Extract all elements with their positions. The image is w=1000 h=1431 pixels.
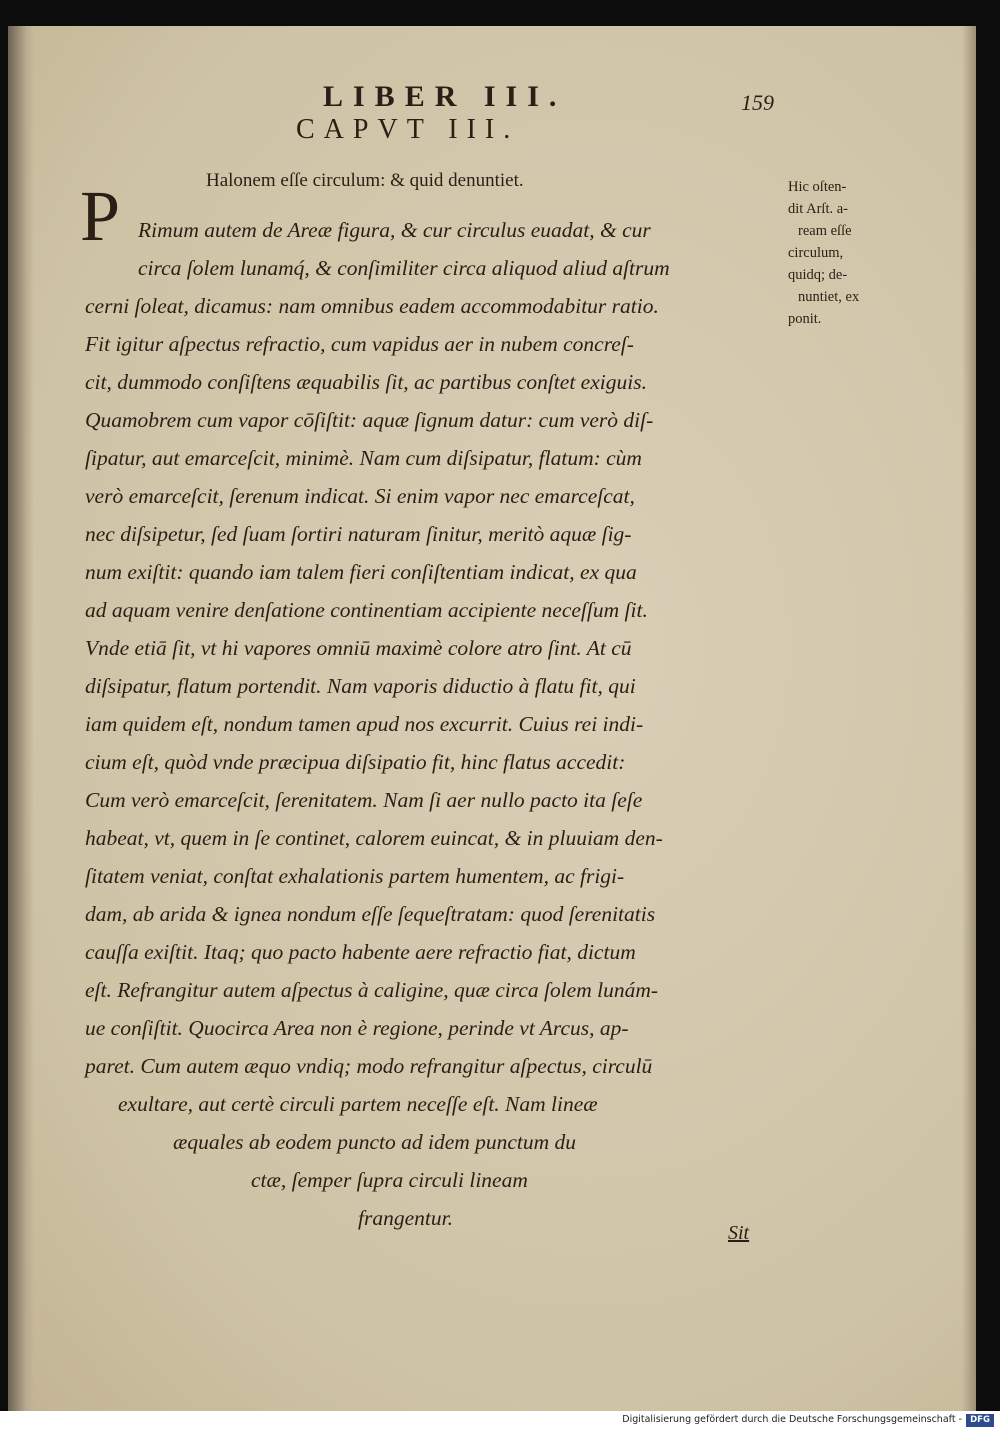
text-line: ſitatem veniat, conſtat exhalationis partem humentem, ac frigi- (85, 864, 625, 888)
margin-note-line: Hic oſten- (788, 179, 847, 195)
text-line: paret. Cum autem æquo vndiq; modo refrangitur aſpectus, circulū (85, 1054, 653, 1078)
text-line: Vnde etiā ſit, vt hi vapores omniū maximè colore atro ſint. At cū (85, 636, 632, 660)
text-line: Fit igitur aſpectus refractio, cum vapidus aer in nubem concreſ- (85, 332, 634, 356)
page-number: 159 (741, 90, 774, 115)
text-line: ſipatur, aut emarceſcit, minimè. Nam cum diſsipatur, flatum: cùm (85, 446, 642, 470)
text-line: verò emarceſcit, ſerenum indicat. Si enim vapor nec emarceſcat, (85, 484, 635, 508)
text-line: num exiſtit: quando iam talem fieri conſiſtentiam indicat, ex qua (85, 560, 637, 584)
chapter-heading: CAPVT III. (296, 114, 520, 145)
text-line: Cum verò emarceſcit, ſerenitatem. Nam ſi aer nullo pacto ita ſeſe (85, 788, 643, 812)
text-line: Rimum autem de Areæ figura, & cur circulus euadat, & cur (138, 218, 651, 242)
text-line: frangentur. (358, 1206, 453, 1230)
text-line: eſt. Refrangitur autem aſpectus à caligine, quæ circa ſolem lunám- (85, 978, 659, 1002)
margin-note-line: ream eſſe (798, 223, 852, 239)
text-line: Quamobrem cum vapor cōſiſtit: aquæ ſignum datur: cum verò diſ- (85, 408, 654, 432)
margin-note-line: circulum, (788, 245, 844, 261)
text-line: cauſſa exiſtit. Itaq; quo pacto habente aere refractio fiat, dictum (85, 940, 636, 964)
text-line: ctæ, ſemper ſupra circuli lineam (251, 1168, 528, 1192)
drop-cap: P (80, 176, 121, 256)
text-line: habeat, vt, quem in ſe continet, calorem euincat, & in pluuiam den- (85, 826, 663, 850)
text-line: ad aquam venire denſatione continentiam accipiente neceſſum ſit. (85, 598, 648, 622)
margin-note-line: dit Arſt. a- (788, 201, 849, 217)
text-line: æquales ab eodem puncto ad idem punctum du (173, 1130, 577, 1154)
footer-credit: Digitalisierung gefördert durch die Deutsche Forschungsgemeinschaft - (622, 1414, 962, 1425)
margin-note-line: quidq; de- (788, 267, 848, 283)
text-line: cium eſt, quòd vnde præcipua diſsipatio fit, hinc flatus accedit: (85, 750, 626, 774)
book-page (8, 26, 976, 1411)
text-line: exultare, aut certè circuli partem neceſſe eſt. Nam lineæ (118, 1092, 598, 1116)
digitization-footer (0, 1411, 1000, 1431)
text-line: cerni ſoleat, dicamus: nam omnibus eadem accommodabitur ratio. (85, 294, 659, 318)
margin-note-line: nuntiet, ex (798, 289, 860, 305)
text-line: diſsipatur, flatum portendit. Nam vaporis diductio à flatu fit, qui (85, 674, 636, 698)
text-line: circa ſolem lunamq́, & conſimiliter circa aliquod aliud aſtrum (138, 256, 670, 280)
catchword: Sit (728, 1222, 750, 1244)
running-title: LIBER III. (323, 80, 567, 113)
margin-note-line: ponit. (788, 311, 822, 327)
text-line: iam quidem eſt, nondum tamen apud nos excurrit. Cuius rei indi- (85, 712, 644, 736)
text-line: ue conſiſtit. Quocirca Area non è regione, perinde vt Arcus, ap- (85, 1016, 629, 1040)
chapter-subtitle: Halonem eſſe circulum: & quid denuntiet. (206, 170, 524, 191)
text-line: dam, ab arida & ignea nondum eſſe ſequeſtratam: quod ſerenitatis (85, 902, 656, 926)
dfg-logo[interactable]: DFG (966, 1414, 994, 1427)
text-line: nec diſsipetur, ſed ſuam ſortiri naturam ſinitur, meritò aquæ ſig- (85, 522, 632, 546)
text-line: cit, dummodo conſiſtens æquabilis ſit, ac partibus conſtet exiguis. (85, 370, 647, 394)
